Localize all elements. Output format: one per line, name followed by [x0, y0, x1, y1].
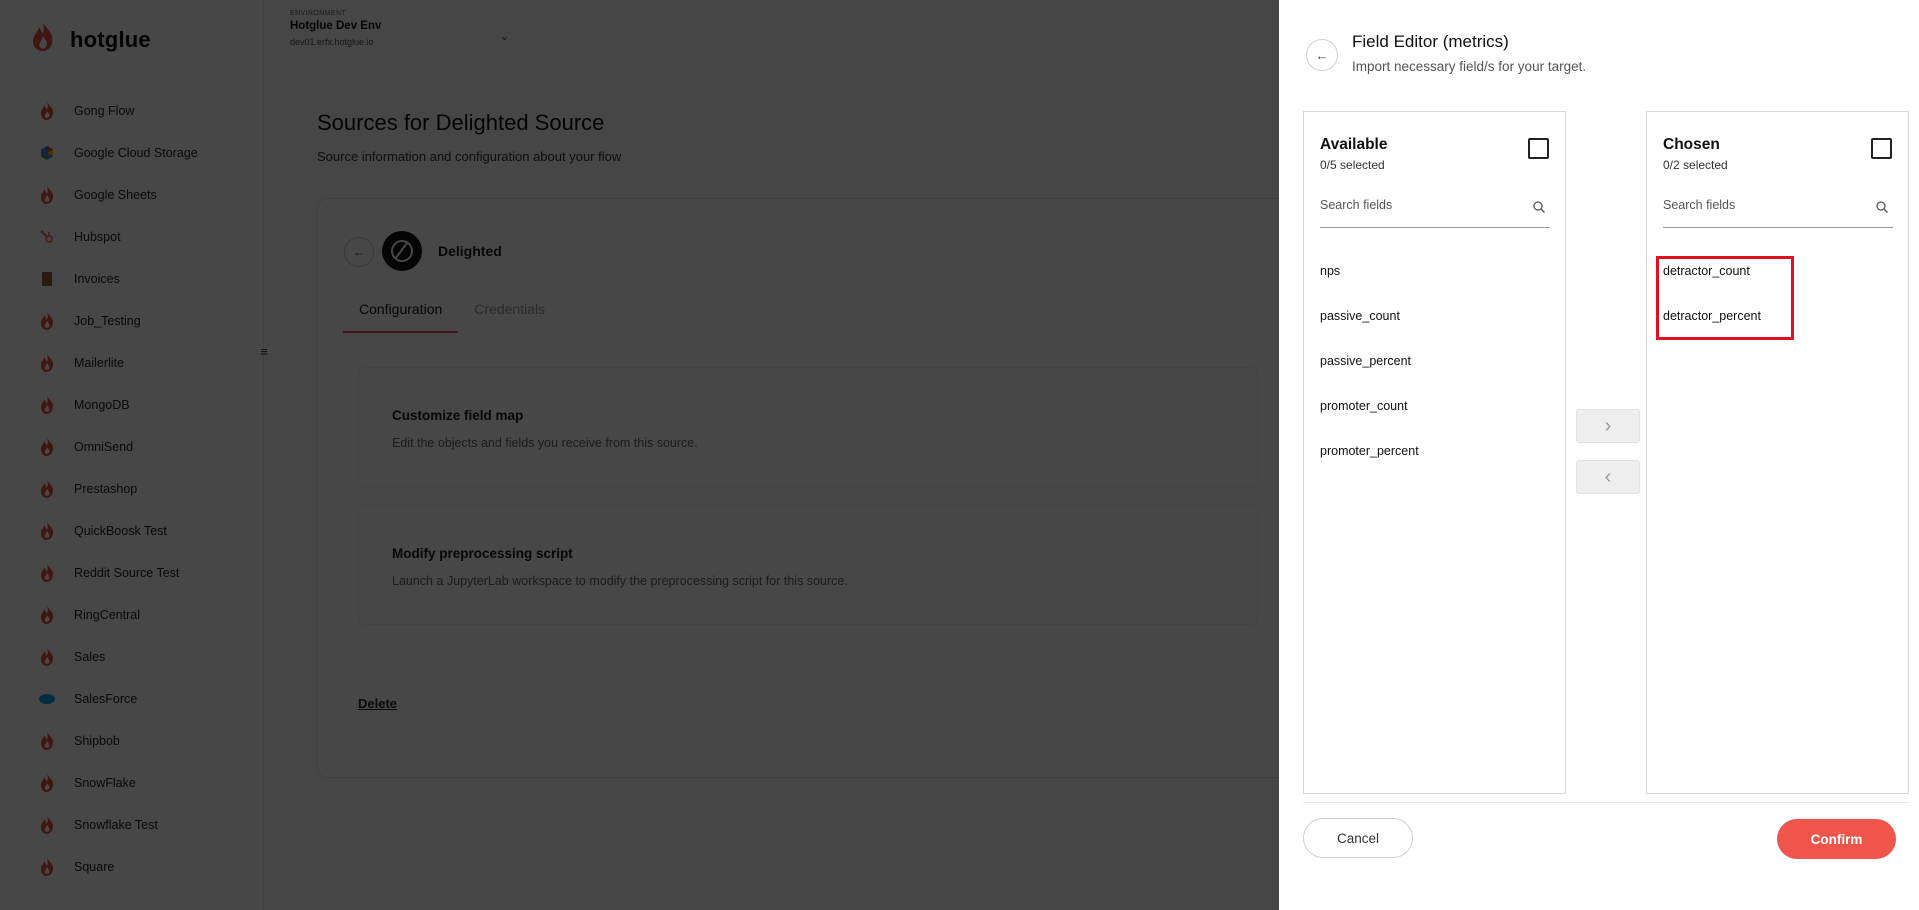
select-all-chosen-checkbox[interactable] [1871, 138, 1892, 159]
confirm-button[interactable]: Confirm [1777, 819, 1896, 859]
search-icon [1532, 200, 1546, 214]
chevron-left-icon: ‹ [1604, 465, 1612, 488]
chosen-panel [1646, 111, 1909, 794]
drawer-title: Field Editor (metrics) [1352, 32, 1509, 51]
field-item[interactable]: detractor_percent [1663, 309, 1761, 323]
field-item[interactable]: nps [1320, 264, 1341, 278]
available-search [1320, 198, 1550, 228]
highlight-box [1656, 256, 1794, 340]
field-item[interactable]: detractor_count [1663, 264, 1750, 278]
cancel-button[interactable]: Cancel [1303, 818, 1413, 858]
field-item[interactable]: passive_count [1320, 309, 1400, 323]
move-to-chosen-button[interactable] [1576, 409, 1640, 443]
available-count: 0/5 selected [1320, 158, 1385, 172]
chosen-search-input[interactable] [1663, 198, 1863, 212]
search-icon [1875, 200, 1889, 214]
field-item[interactable]: passive_percent [1320, 354, 1412, 368]
drawer-subtitle: Import necessary field/s for your target. [1352, 59, 1587, 74]
available-panel [1303, 111, 1566, 794]
chevron-right-icon: › [1604, 414, 1612, 437]
chosen-title: Chosen [1663, 136, 1720, 153]
field-item[interactable]: promoter_percent [1320, 444, 1419, 458]
back-arrow-icon[interactable]: ← [1306, 39, 1338, 71]
available-title: Available [1320, 136, 1388, 153]
field-editor-drawer [1279, 0, 1919, 910]
select-all-available-checkbox[interactable] [1528, 138, 1549, 159]
chosen-search [1663, 198, 1893, 228]
move-to-available-button[interactable] [1576, 460, 1640, 494]
available-search-input[interactable] [1320, 198, 1520, 212]
footer-divider [1303, 802, 1909, 803]
available-field-list [1304, 262, 1565, 487]
chosen-count: 0/2 selected [1663, 158, 1728, 172]
field-item[interactable]: promoter_count [1320, 399, 1408, 413]
